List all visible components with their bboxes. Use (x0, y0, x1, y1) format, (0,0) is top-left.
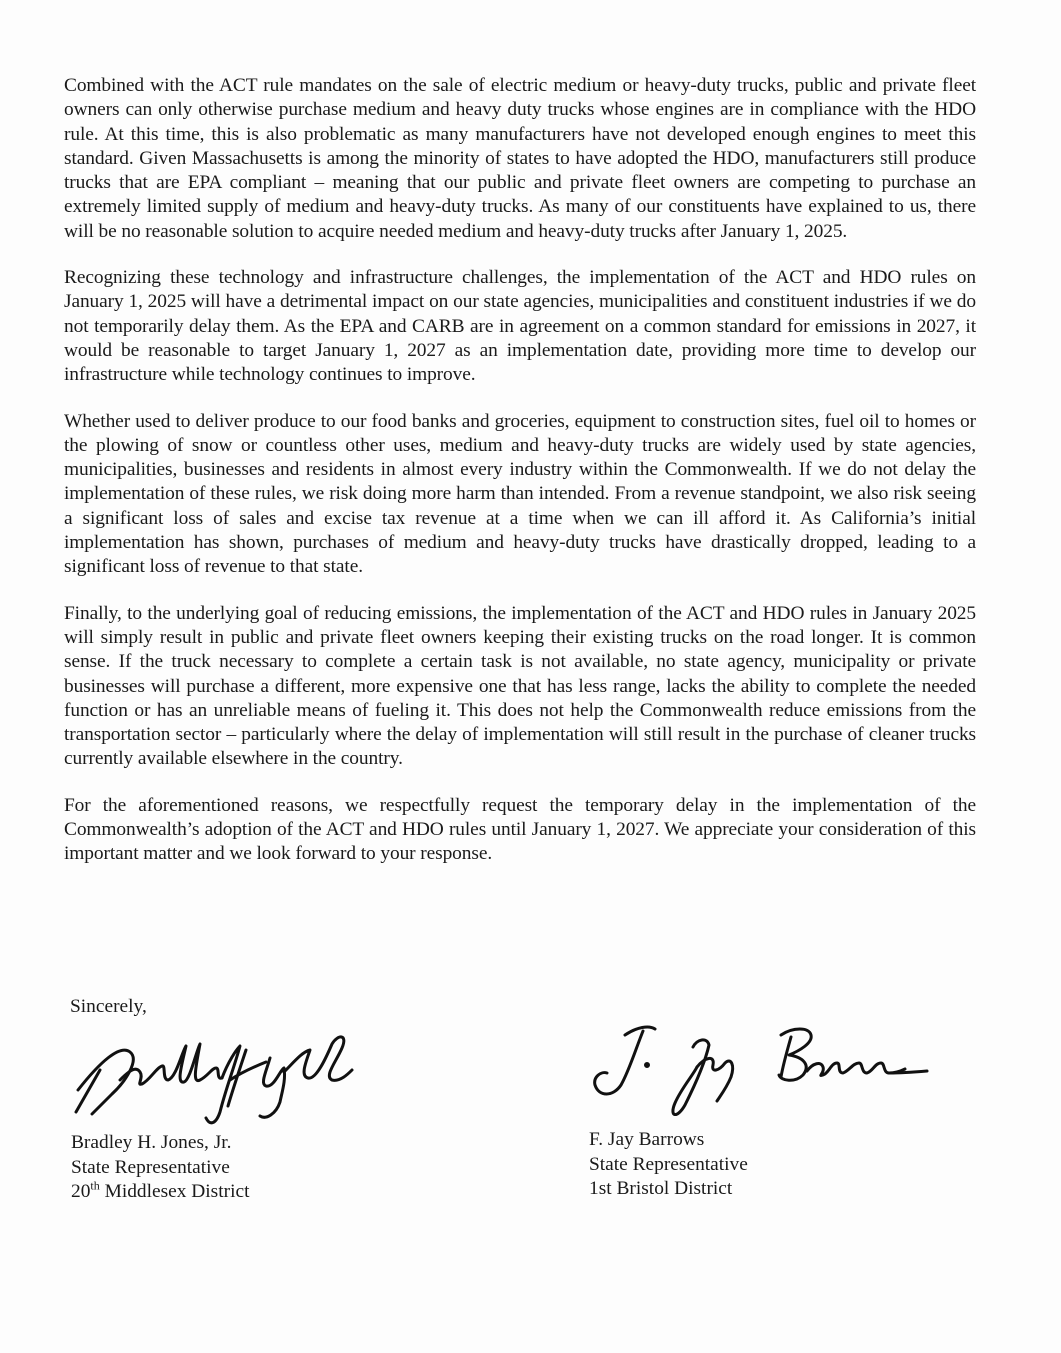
district-name: Middlesex District (99, 1181, 250, 1203)
signatory-title: State Representative (589, 1153, 748, 1175)
paragraph-emissions: Finally, to the underlying goal of reducing emissions, the implementation of the ACT and HDO rules in January 2025 will simply result in public and private fleet owners keeping their existing trucks on the road longer. It is common sense. If the truck necessary to complete a certain task is not available, no state agency, municipality or private businesses will purchase a different, more expensive one that has less range, lacks the ability to complete the needed function or has an unreliable means of fueling it. This does not help the Commonwealth reduce emissions from the transportation sector – particularly where the delay of implementation will still result in the purchase of cleaner trucks currently available elsewhere in the country. (64, 602, 976, 770)
letter-body (64, 74, 976, 889)
signatory-district: 1st Bristol District (589, 1178, 733, 1200)
signatory-name: F. Jay Barrows (589, 1129, 705, 1150)
district-number: 20 (71, 1181, 91, 1203)
signatory-district (71, 1180, 249, 1205)
signatory-name: Bradley H. Jones, Jr. (71, 1132, 232, 1153)
paragraph-implementation-challenges: Recognizing these technology and infrastructure challenges, the implementation of the ACT and HDO rules on January 1, 2025 will have a detrimental impact on our state agencies, municipalities and constituent industries if we do not temporarily delay them. As the EPA and CARB are in agreement on a common standard for emissions in 2027, it would be reasonable to target January 1, 2027 as an implementation date, providing more time to develop our infrastructure while technology continues to improve. (64, 267, 976, 386)
paragraph-fleet-purchases: Combined with the ACT rule mandates on the sale of electric medium or heavy-duty trucks, public and private fleet owners can only otherwise purchase medium and heavy duty trucks whose engines are in compliance with the HDO rule. At this time, this is also problematic as many manufacturers have not developed enough engines to meet this standard. Given Massachusetts is among the minority of states to have adopted the HDO, manufacturers still produce trucks that are EPA compliant – meaning that our public and private fleet owners are competing to purchase an extremely limited supply of medium and heavy-duty trucks. As many of our constituents have explained to us, there will be no reasonable solution to acquire needed medium and heavy-duty trucks after January 1, 2025. (64, 75, 976, 242)
signatory-title: State Representative (71, 1156, 230, 1178)
paragraph-request: For the aforementioned reasons, we respectfully request the temporary delay in the implementation of the Commonwealth’s adoption of the ACT and HDO rules until January 1, 2027. We appreciate your consideration of this important matter and we look forward to your response. (64, 794, 976, 865)
signatory-barrows (589, 1128, 748, 1202)
closing-salutation: Sincerely, (70, 996, 147, 1017)
district-ordinal-suffix: th (90, 1178, 100, 1193)
paragraph-truck-uses: Whether used to deliver produce to our food banks and groceries, equipment to construction sites, fuel oil to homes or the plowing of snow or countless other uses, medium and heavy-duty trucks are widely used by state agencies, municipalities, businesses and residents in almost every industry within the Commonwealth. If we do not delay the implementation of these rules, we risk doing more harm than intended. From a revenue standpoint, we also risk seeing a significant loss of sales and excise tax revenue at a time when we can ill afford it. As California’s initial implementation has shown, purchases of medium and heavy-duty trucks have drastically dropped, leading to a significant loss of revenue to that state. (64, 410, 976, 578)
signature-barrows (585, 1015, 935, 1125)
signatory-jones (71, 1131, 249, 1205)
signature-jones (70, 1022, 360, 1132)
